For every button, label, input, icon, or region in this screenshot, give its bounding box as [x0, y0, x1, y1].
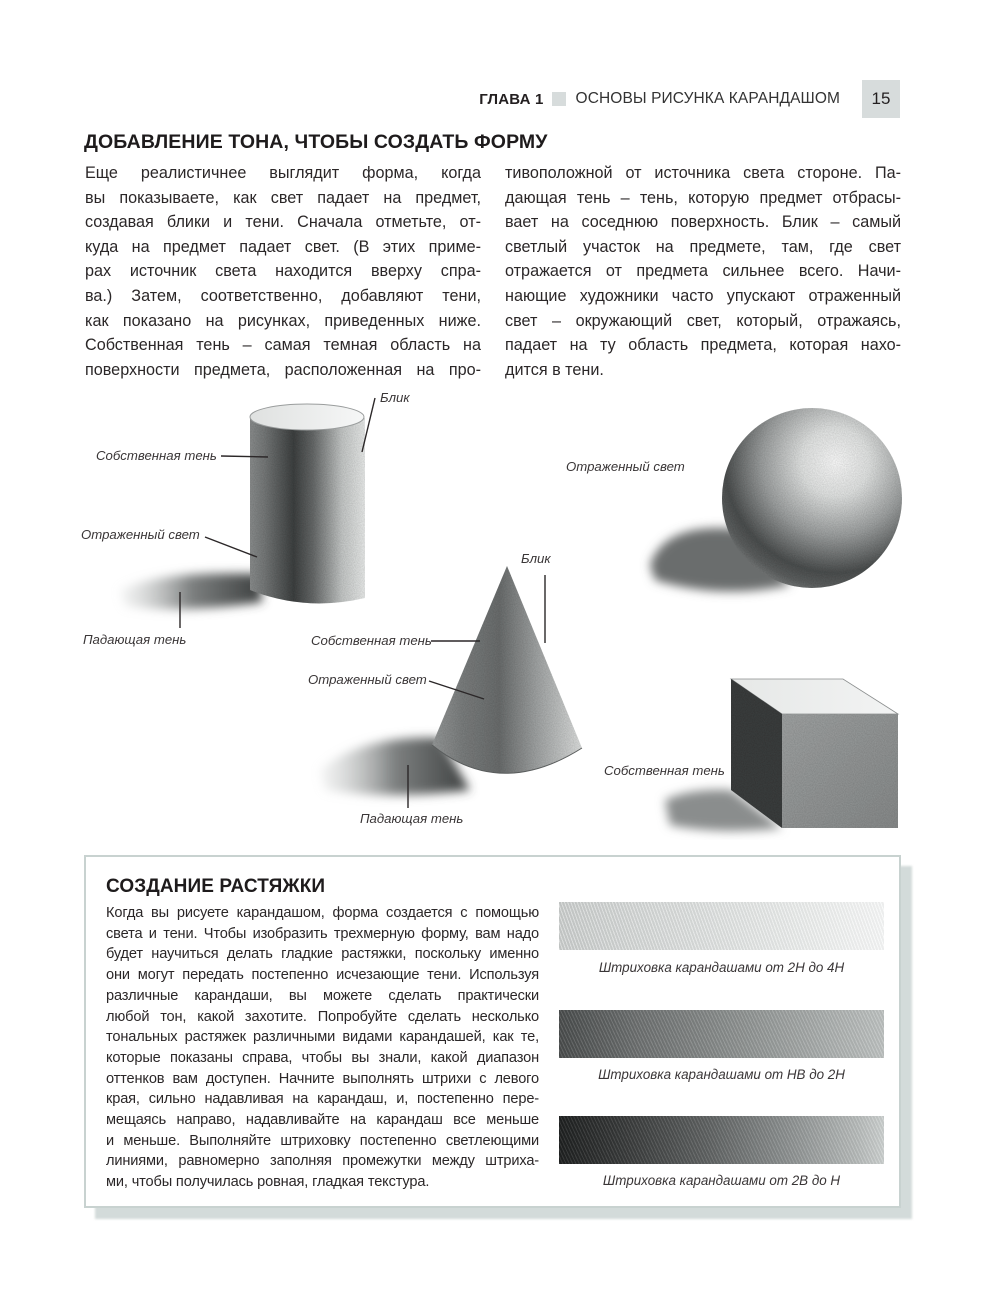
text-line: отражается от предмета сильнее всего. Начи- [505, 262, 901, 281]
gradation-swatch-2h-4h [559, 902, 884, 950]
text-line: вы показываете, как свет падает на предмет, [85, 188, 481, 207]
text-line: как показано на рисунках, приведенных ниже. [85, 311, 481, 330]
gradation-sidebar-box [84, 855, 901, 1208]
cube-drawing [665, 679, 898, 831]
swatch-caption: Штриховка карандашами от 2B до H [602, 1173, 841, 1188]
text-line: тивоположной от источника света стороне. Па- [505, 164, 901, 182]
text-line: оттенков вам доступен. Начните выполнять штрихи с левого [106, 1070, 539, 1087]
sphere-drawing [650, 408, 902, 591]
text-line: создавая блики и тени. Сначала отметьте, от- [85, 213, 481, 232]
text-line: дающая тень – тень, которую предмет отбрасы- [505, 188, 901, 207]
page-number: 15 [862, 80, 900, 118]
text-line: светлый участок на предмете, там, где свет [505, 237, 901, 256]
section-title: ДОБАВЛЕНИЕ ТОНА, ЧТОБЫ СОЗДАТЬ ФОРМУ [84, 131, 548, 153]
text-line: рах источник света находится вверху спра- [85, 262, 481, 281]
text-line: дится в тени. [505, 360, 604, 379]
label-cone-reflected-light: Отраженный свет [308, 672, 427, 687]
label-cylinder-reflected-light: Отраженный свет [81, 527, 200, 542]
text-line: ми, чтобы получилась ровная, гладкая текстура. [106, 1174, 430, 1191]
gradation-box-text [106, 903, 539, 1193]
header-separator-square [552, 92, 566, 106]
label-cone-core-shadow: Собственная тень [311, 633, 432, 648]
text-line: края, сильно надавливая на карандаш, и, постепенно пере- [106, 1091, 539, 1108]
text-line: будет научиться делать гладкие растяжки, поскольку именно [106, 946, 539, 963]
text-line: любой тон, какой захотите. Попробуйте сделать несколько [106, 1008, 539, 1025]
label-sphere-reflected-light: Отраженный свет [566, 459, 685, 474]
text-line: и меньше. Выполняйте штриховку постепенно светлеющими [106, 1132, 539, 1149]
text-line: различные карандаши, вы можете сделать практически [106, 987, 539, 1004]
label-cylinder-cast-shadow: Падающая тень [83, 632, 187, 647]
text-line: линиями, равномерно заполняя промежутки между штриха- [106, 1153, 539, 1170]
text-line: которые показаны справа, чтобы вы знали, какой диапазон [106, 1049, 539, 1066]
chapter-label: ГЛАВА 1 [479, 90, 544, 108]
text-line: тональных растяжек различными видами карандашей, как те, [106, 1029, 539, 1046]
label-cube-core-shadow: Собственная тень [604, 763, 725, 778]
text-line: Собственная тень – самая темная область на [85, 336, 481, 355]
text-line: поверхности предмета, расположенная на про- [85, 360, 481, 379]
swatch-caption: Штриховка карандашами от 2H до 4H [598, 960, 845, 975]
label-cone-cast-shadow: Падающая тень [360, 811, 464, 826]
text-line: падает на ту область предмета, которая нахо- [505, 336, 901, 355]
text-line: свет – окружающий свет, который, отражаясь, [505, 311, 901, 330]
label-cone-highlight: Блик [521, 551, 551, 566]
text-line: ва.) Затем, соответственно, добавляют тени, [85, 286, 481, 305]
shading-illustrations [0, 380, 1000, 840]
text-line: Когда вы рисуете карандашом, форма создается с помощью [106, 905, 539, 921]
text-line: нающие художники часто упускают отраженный [505, 286, 901, 305]
label-cylinder-core-shadow: Собственная тень [96, 448, 217, 463]
text-line: света и тени. Чтобы изобразить трехмерную форму, вам надо [106, 925, 539, 942]
text-line: Еще реалистичнее выглядит форма, когда [85, 164, 481, 182]
intro-text-right-column [505, 161, 901, 382]
gradation-swatch-2b-h [559, 1116, 884, 1164]
label-cylinder-highlight: Блик [380, 390, 410, 405]
text-line: мещаясь направо, надавливайте на карандаш все меньше [106, 1112, 539, 1129]
text-line: куда на предмет падает свет. (В этих приме- [85, 237, 481, 256]
cylinder-drawing [120, 404, 365, 609]
gradation-box-title: СОЗДАНИЕ РАСТЯЖКИ [106, 876, 326, 897]
gradation-swatch-hb-2h [559, 1010, 884, 1058]
running-header [479, 80, 900, 118]
text-line: вает на соседнюю поверхность. Блик – самый [505, 213, 901, 232]
text-line: они могут передать постепенно исчезающие тени. Используя [106, 967, 539, 984]
chapter-title: ОСНОВЫ РИСУНКА КАРАНДАШОМ [575, 90, 840, 107]
swatch-caption: Штриховка карандашами от HB до 2H [598, 1067, 845, 1082]
intro-text-left-column [85, 161, 481, 382]
